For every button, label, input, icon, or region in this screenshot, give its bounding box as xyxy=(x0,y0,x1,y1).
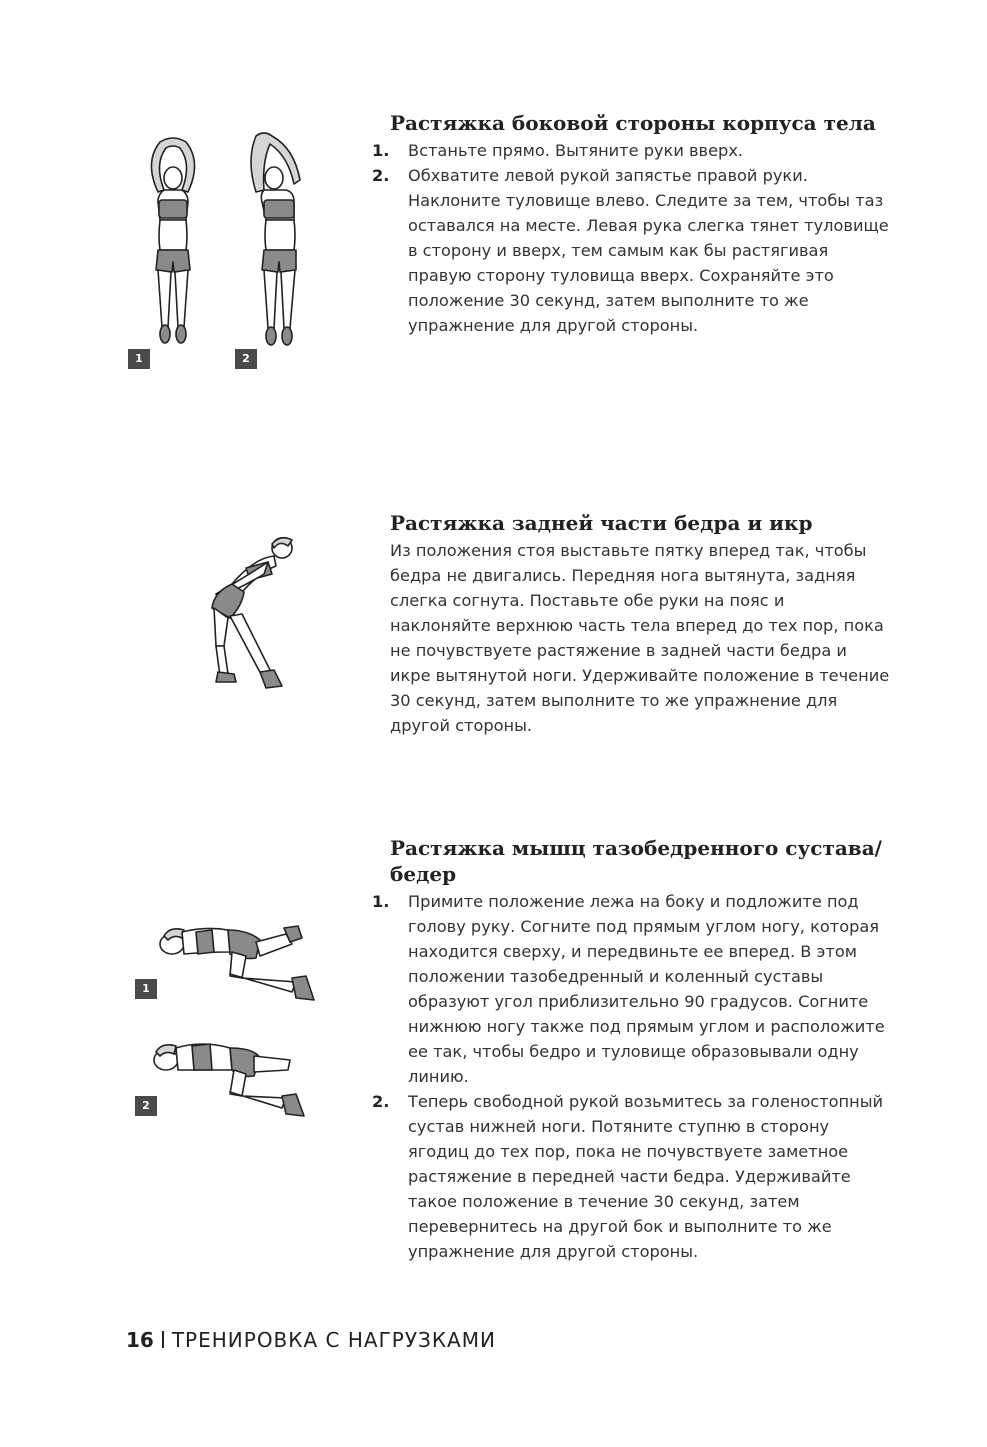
list-item: 2. Теперь свободной рукой возьмитесь за голеностопный сустав нижней ноги. Потяните ступню в сторону ягодиц до тех пор, пока не почувствуете заметное растяжение в передней части бедра. Удерживайте такое положение в течение 30 секунд, затем перевернитесь на другой бок и выполните то же упражнение для другой стороны. xyxy=(372,1092,884,1261)
list-item: 1. Встаньте прямо. Вытяните руки вверх. xyxy=(372,141,744,160)
figure-badge-1: 1 xyxy=(128,349,150,369)
section-title: Растяжка задней части бедра и икр xyxy=(390,511,813,535)
figure-hip-stretch-1 xyxy=(156,922,318,1006)
figure-standing-side-stretch-2 xyxy=(242,130,312,348)
figure-hip-stretch-2 xyxy=(150,1036,310,1120)
list-item: 1. Примите положение лежа на боку и подложите под голову руку. Согните под прямым углом ногу, которая находится сверху, и передвиньте ее вперед. В этом положении тазобедренный и коленный суставы образуют угол приблизительно 90 градусов. Согните нижнюю ногу также под прямым углом и расположите ее так, чтобы бедро и туловище образовывали одну линию. xyxy=(372,892,885,1086)
list-item: 2. Обхватите левой рукой запястье правой руки. Наклоните туловище влево. Следите за тем, чтобы таз оставался на месте. Левая рука слегка тянет туловище в сторону и вверх, тем самым как бы растягивая правую сторону туловища вверх. Сохраняйте это положение 30 секунд, затем выполните то же упражнение для другой стороны. xyxy=(372,166,889,335)
section-title: Растяжка мышц тазобедренного сустава/бедер xyxy=(390,836,882,886)
footer-separator xyxy=(162,1331,164,1348)
section-title: Растяжка боковой стороны корпуса тела xyxy=(390,111,876,135)
section-hip-stretch xyxy=(372,835,885,1264)
page-number: 16 xyxy=(126,1328,154,1352)
figure-badge-2: 2 xyxy=(135,1096,157,1116)
section-hamstring-stretch xyxy=(390,510,890,738)
figure-badge-2: 2 xyxy=(235,349,257,369)
section-paragraph: Из положения стоя выставьте пятку вперед так, чтобы бедра не двигались. Передняя нога вытянута, задняя слегка согнута. Поставьте обе руки на пояс и наклоняйте верхнюю часть тела вперед до тех пор, пока не почувствуете растяжение в задней части бедра и икре вытянутой ноги. Удерживайте положение в течение 30 секунд, затем выполните то же упражнение для другой стороны. xyxy=(390,541,890,735)
page-footer xyxy=(126,1328,496,1352)
figure-hamstring-stretch xyxy=(202,534,302,690)
figure-standing-side-stretch-1 xyxy=(138,132,208,347)
chapter-title: ТРЕНИРОВКА С НАГРУЗКАМИ xyxy=(171,1328,496,1352)
section-side-stretch xyxy=(372,110,890,338)
figure-badge-1: 1 xyxy=(135,979,157,999)
